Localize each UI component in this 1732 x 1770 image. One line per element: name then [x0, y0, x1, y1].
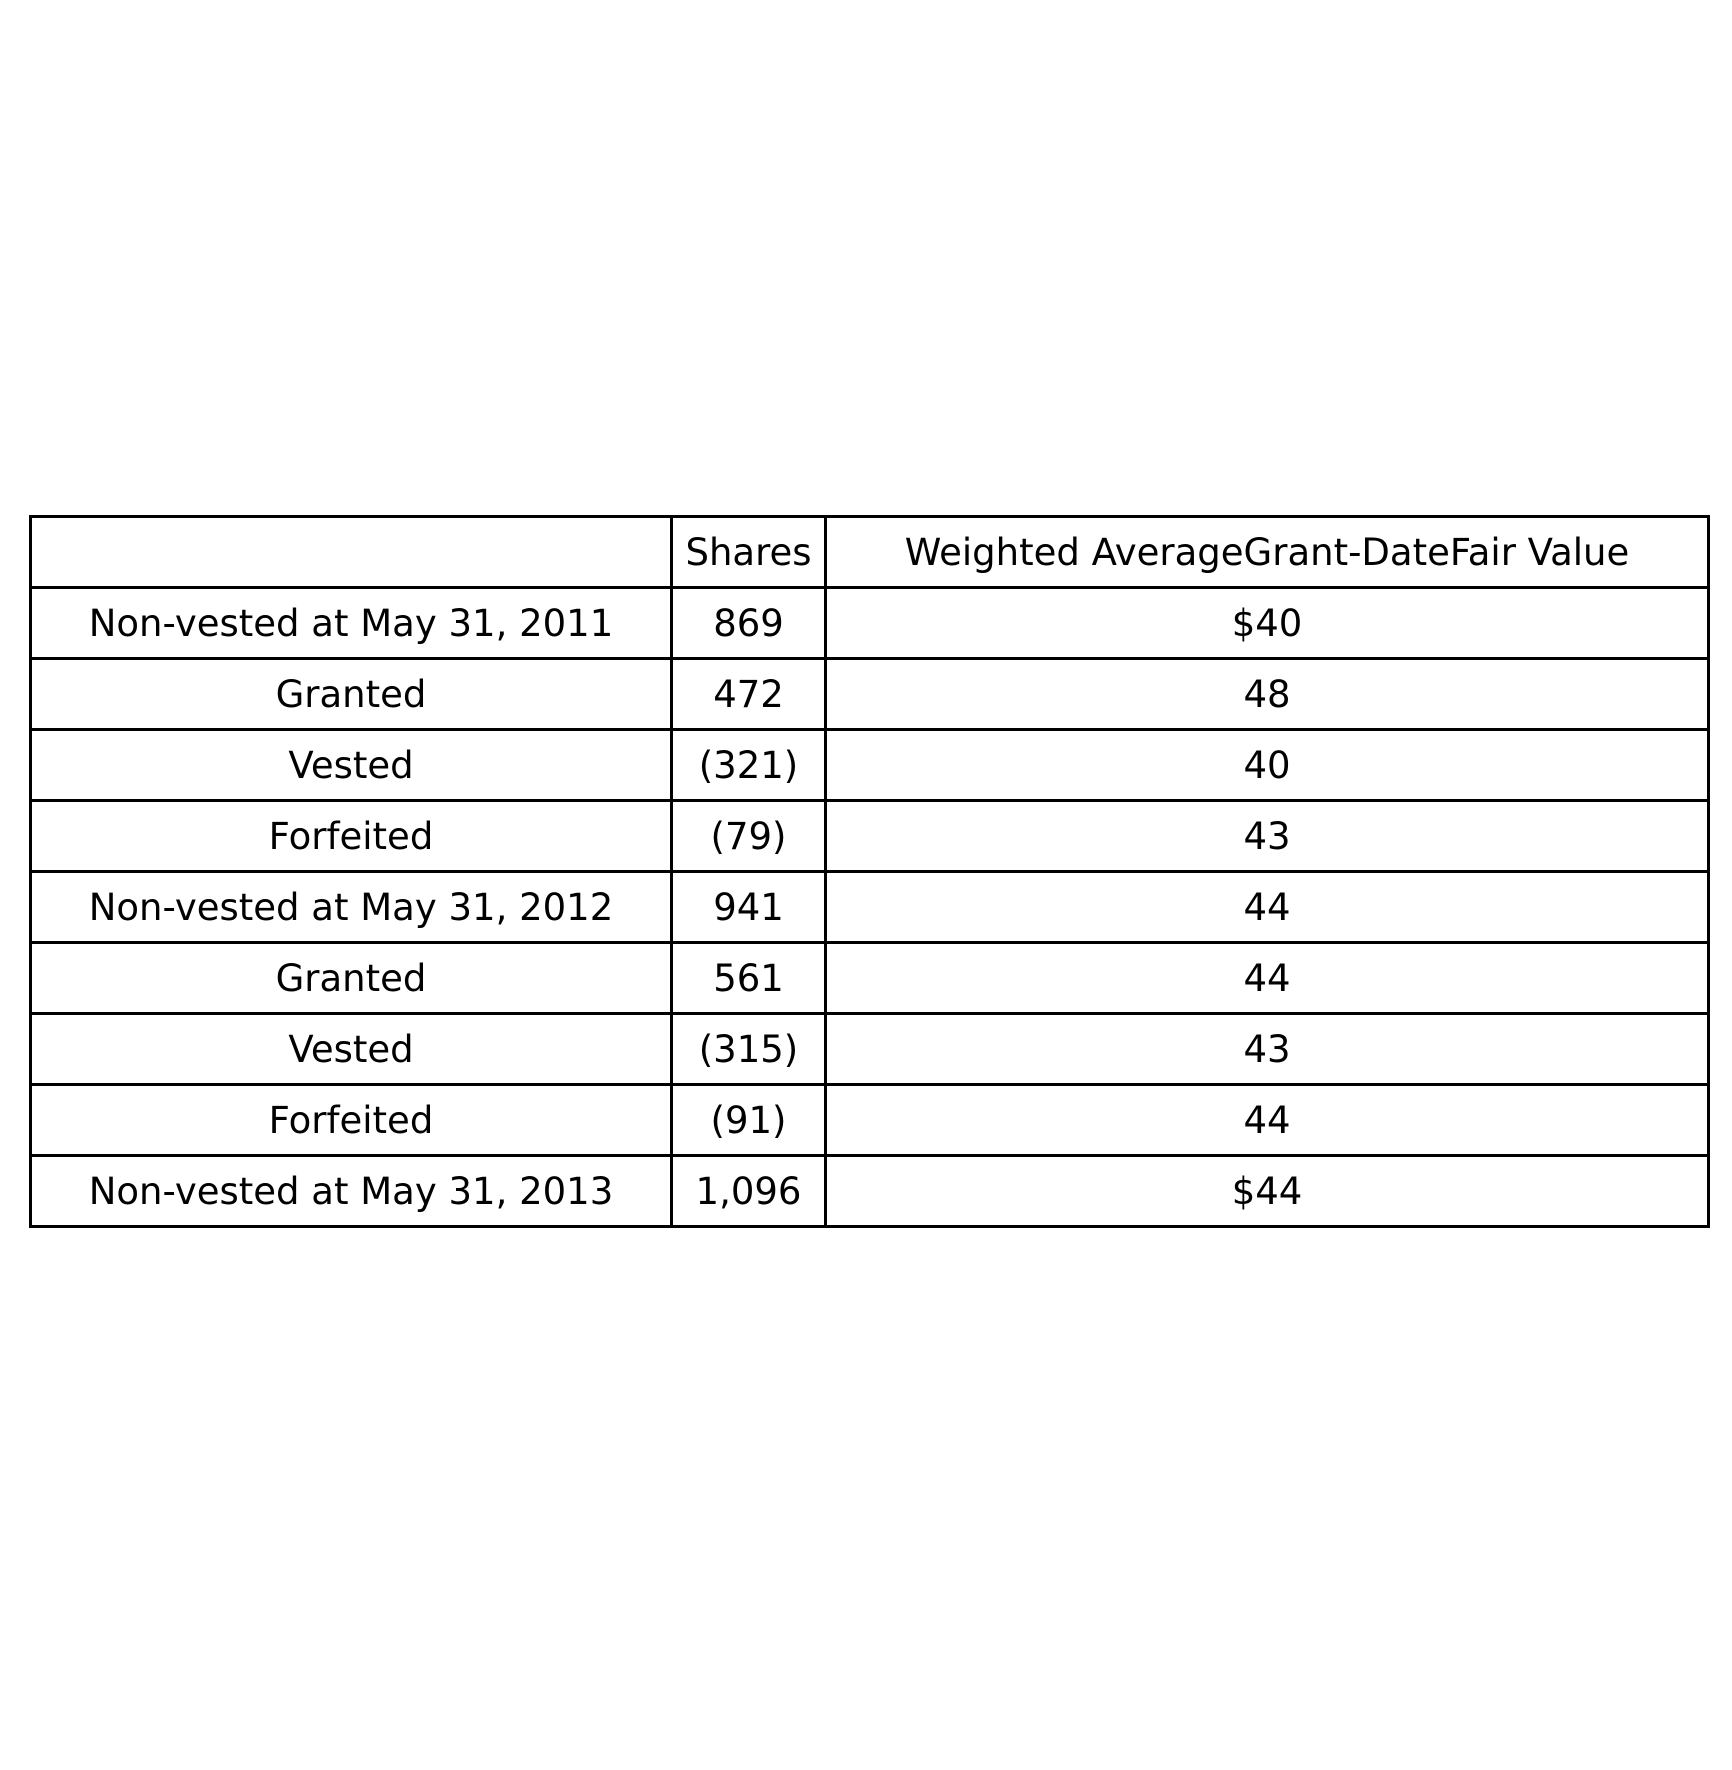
- table-row: [31, 588, 1709, 659]
- row-label: Non-vested at May 31, 2013: [31, 1156, 672, 1227]
- row-label: Forfeited: [31, 801, 672, 872]
- row-label: Granted: [31, 659, 672, 730]
- row-label: Non-vested at May 31, 2012: [31, 872, 672, 943]
- table-row: [31, 1014, 1709, 1085]
- row-fair-value: 40: [826, 730, 1709, 801]
- table-row: [31, 1156, 1709, 1227]
- header-label: [31, 517, 672, 588]
- row-shares: 472: [672, 659, 826, 730]
- row-shares: 869: [672, 588, 826, 659]
- row-fair-value: $40: [826, 588, 1709, 659]
- row-shares: 941: [672, 872, 826, 943]
- table-container: [29, 515, 1710, 1228]
- row-fair-value: $44: [826, 1156, 1709, 1227]
- row-shares: (79): [672, 801, 826, 872]
- row-fair-value: 48: [826, 659, 1709, 730]
- table-row: [31, 943, 1709, 1014]
- row-fair-value: 44: [826, 1085, 1709, 1156]
- row-fair-value: 44: [826, 943, 1709, 1014]
- table-row: [31, 659, 1709, 730]
- row-label: Granted: [31, 943, 672, 1014]
- header-fair-value: Weighted AverageGrant-DateFair Value: [826, 517, 1709, 588]
- table-row: [31, 1085, 1709, 1156]
- row-fair-value: 43: [826, 801, 1709, 872]
- row-shares: (315): [672, 1014, 826, 1085]
- row-shares: (91): [672, 1085, 826, 1156]
- row-label: Forfeited: [31, 1085, 672, 1156]
- row-fair-value: 44: [826, 872, 1709, 943]
- row-label: Non-vested at May 31, 2011: [31, 588, 672, 659]
- restricted-stock-table: [29, 515, 1710, 1228]
- row-label: Vested: [31, 1014, 672, 1085]
- table-row: [31, 872, 1709, 943]
- row-fair-value: 43: [826, 1014, 1709, 1085]
- row-label: Vested: [31, 730, 672, 801]
- header-shares: Shares: [672, 517, 826, 588]
- table-row: [31, 730, 1709, 801]
- row-shares: (321): [672, 730, 826, 801]
- row-shares: 1,096: [672, 1156, 826, 1227]
- row-shares: 561: [672, 943, 826, 1014]
- table-row: [31, 801, 1709, 872]
- header-row: [31, 517, 1709, 588]
